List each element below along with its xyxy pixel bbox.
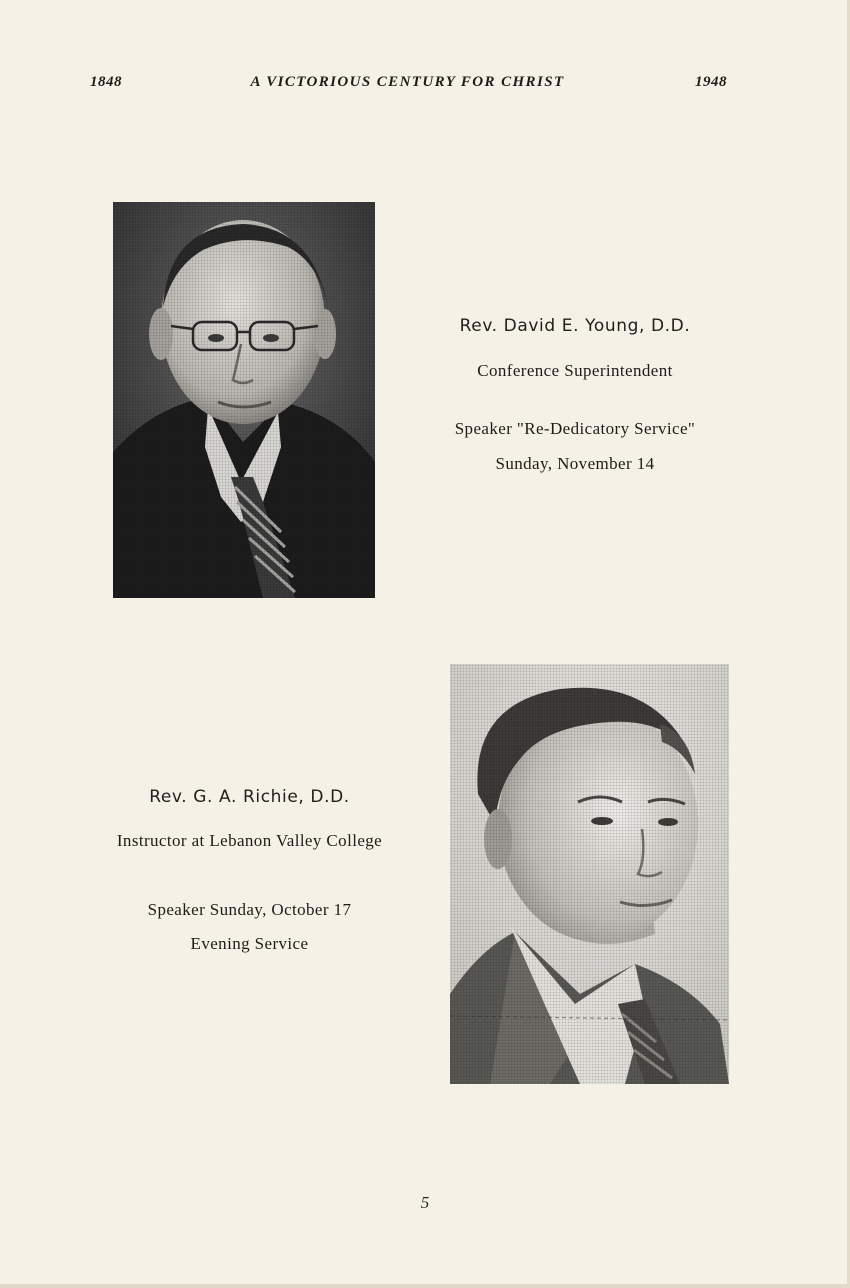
portrait-photo-young (113, 202, 375, 598)
speaker-title: Conference Superintendent (477, 361, 673, 380)
speaker-name: Rev. G. A. Richie, D.D. (149, 787, 350, 807)
page-number: 5 (420, 1193, 430, 1212)
speaker-title: Instructor at Lebanon Valley College (116, 831, 383, 850)
speaker-name: Rev. David E. Young, D.D. (459, 316, 691, 336)
speaker-role: Speaker "Re-Dedicatory Service" (454, 419, 696, 438)
header-year-left: 1848 (90, 74, 122, 90)
caption-richie (82, 787, 417, 954)
speaker-date: Speaker Sunday, October 17 (147, 900, 352, 919)
header-year-right: 1948 (695, 74, 727, 90)
portrait-photo-richie (450, 664, 729, 1084)
caption-young (430, 316, 720, 474)
speaker-date: Sunday, November 14 (495, 454, 655, 473)
running-title: A VICTORIOUS CENTURY FOR CHRIST (250, 74, 565, 90)
speaker-service: Evening Service (190, 934, 309, 953)
